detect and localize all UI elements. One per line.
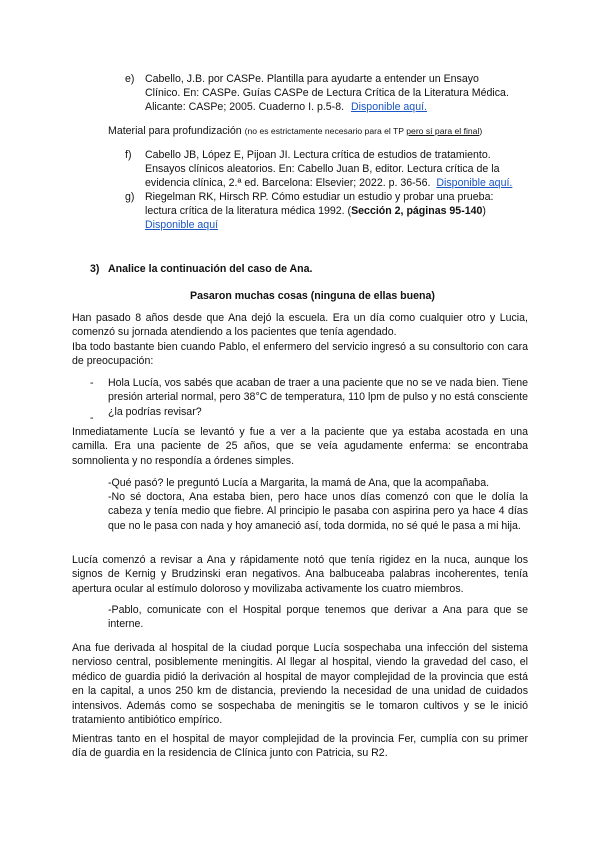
ref-e-line-1: Cabello, J.B. por CASPe. Plantilla para ayudarte a entender un Ensayo	[145, 73, 479, 85]
ref-e-label: e)	[125, 73, 135, 85]
ref-f-line-3	[145, 176, 512, 190]
ref-g-label: g)	[125, 191, 135, 203]
paragraph-6: Mientras tanto en el hospital de mayor complejidad de la provincia Fer, cumplía con su primer día de guardia en la residencia de Clínica junto con Patricia, su R2.	[72, 733, 528, 760]
dialogue-lucia-question: -Qué pasó? le preguntó Lucía a Margarita, la mamá de Ana, que la acompañaba.	[108, 477, 490, 489]
material-note-close: )	[479, 126, 483, 136]
ref-f-line-1: Cabello JB, López E, Pijoan JI. Lectura crítica de estudios de tratamiento.	[145, 149, 491, 161]
ref-e-link[interactable]: Disponible aquí.	[351, 101, 427, 113]
ref-f-label: f)	[125, 149, 132, 161]
section-3-number: 3)	[90, 263, 100, 275]
ref-g-line-2-text: lectura crítica de la literatura médica 1992. (	[145, 205, 352, 217]
ref-f-link[interactable]: Disponible aquí.	[436, 177, 513, 189]
dialogue-margarita: -No sé doctora, Ana estaba bien, pero hace unos días comenzó con que le dolía la cabeza y tenía medio que fiebre. Al principio le pasaba con aspirina pero ya hace 4 días que no le pasa con nada y hoy amaneció así, toda dormida, no sé qué le pasa a mi hija.	[108, 491, 528, 532]
material-note-underlined: pero sí para el final	[406, 126, 480, 136]
ref-e-line-3-text: Alicante: CASPe; 2005. Cuaderno I. p.5-8.	[145, 101, 345, 113]
paragraph-1: Han pasado 8 años desde que Ana dejó la escuela. Era un día como cualquier otro y Lucia, comenzó su jornada atendiendo a los pacientes que tenía agendado.	[72, 312, 528, 339]
dialogue-lucia-order: -Pablo, comunicate con el Hospital porque tenemos que derivar a Ana para que se interne.	[108, 604, 528, 631]
ref-e-line-2: Clínico. En: CASPe. Guías CASPe de Lectura Crítica de la Literatura Médica.	[145, 87, 509, 99]
ref-g-bold: Sección 2, páginas 95-140	[351, 205, 483, 217]
paragraph-2: Iba todo bastante bien cuando Pablo, el enfermero del servicio ingresó a su consultorio con cara de preocupación:	[72, 341, 528, 368]
ref-e-line-3	[145, 100, 427, 114]
ref-g-close: )	[482, 205, 486, 217]
paragraph-3: Inmediatamente Lucía se levantó y fue a ver a la paciente que ya estaba acostada en una camilla. Era una paciente de 25 años, que se veía agudamente enferma: se encontraba somnolienta y no respondía a órdenes simples.	[72, 426, 528, 467]
ref-g-line-1: Riegelman RK, Hirsch RP. Cómo estudiar un estudio y probar una prueba:	[145, 191, 494, 203]
ref-g-link[interactable]: Disponible aquí	[145, 219, 219, 231]
ref-f-line-3-text: evidencia clínica, 2.ª ed. Barcelona: Elsevier; 2022. p. 36-56.	[145, 177, 431, 189]
ref-f-line-2: Ensayos clínicos aleatorios. En: Cabello Juan B, editor. Lectura crítica de la	[145, 163, 500, 175]
dialogue-dash: -	[90, 377, 94, 389]
case-subtitle: Pasaron muchas cosas (ninguna de ellas buena)	[190, 290, 435, 302]
section-3-title: Analice la continuación del caso de Ana.	[108, 263, 313, 275]
material-heading	[108, 124, 482, 138]
material-note: (no es estrictamente necesario para el TP	[244, 126, 407, 136]
dialogue-dash-2: -	[90, 412, 94, 424]
paragraph-4: Lucía comenzó a revisar a Ana y rápidamente notó que tenía rigidez en la nuca, aunque los signos de Kernig y Brudzinski eran negativos. Ana balbuceaba palabras incoherentes, tenía apertura ocular al estímulo doloroso y movilizaba activamente los cuatro miembros.	[72, 554, 528, 595]
paragraph-5: Ana fue derivada al hospital de la ciudad porque Lucía sospechaba una infección del sistema nervioso central, posiblemente meningitis. Al llegar al hospital, viendo la gravedad del caso, el médico de guardia pidió la derivación al hospital de mayor complejidad de la provincia que está en la capital, a unos 250 km de distancia, previendo la necesidad de una unidad de cuidados intensivos. Además como se sospechaba de meningitis se le tomaron cultivos y se le inició tratamiento antibiótico empírico.	[72, 642, 528, 727]
material-label: Material para profundización	[108, 125, 242, 137]
dialogue-pablo: Hola Lucía, vos sabés que acaban de traer a una paciente que no se ve nada bien. Tiene presión arterial normal, pero 38°C de temperatura, 110 lpm de pulso y no está consciente ¿la podrías revisar?	[108, 377, 528, 418]
ref-g-line-2	[145, 204, 486, 218]
